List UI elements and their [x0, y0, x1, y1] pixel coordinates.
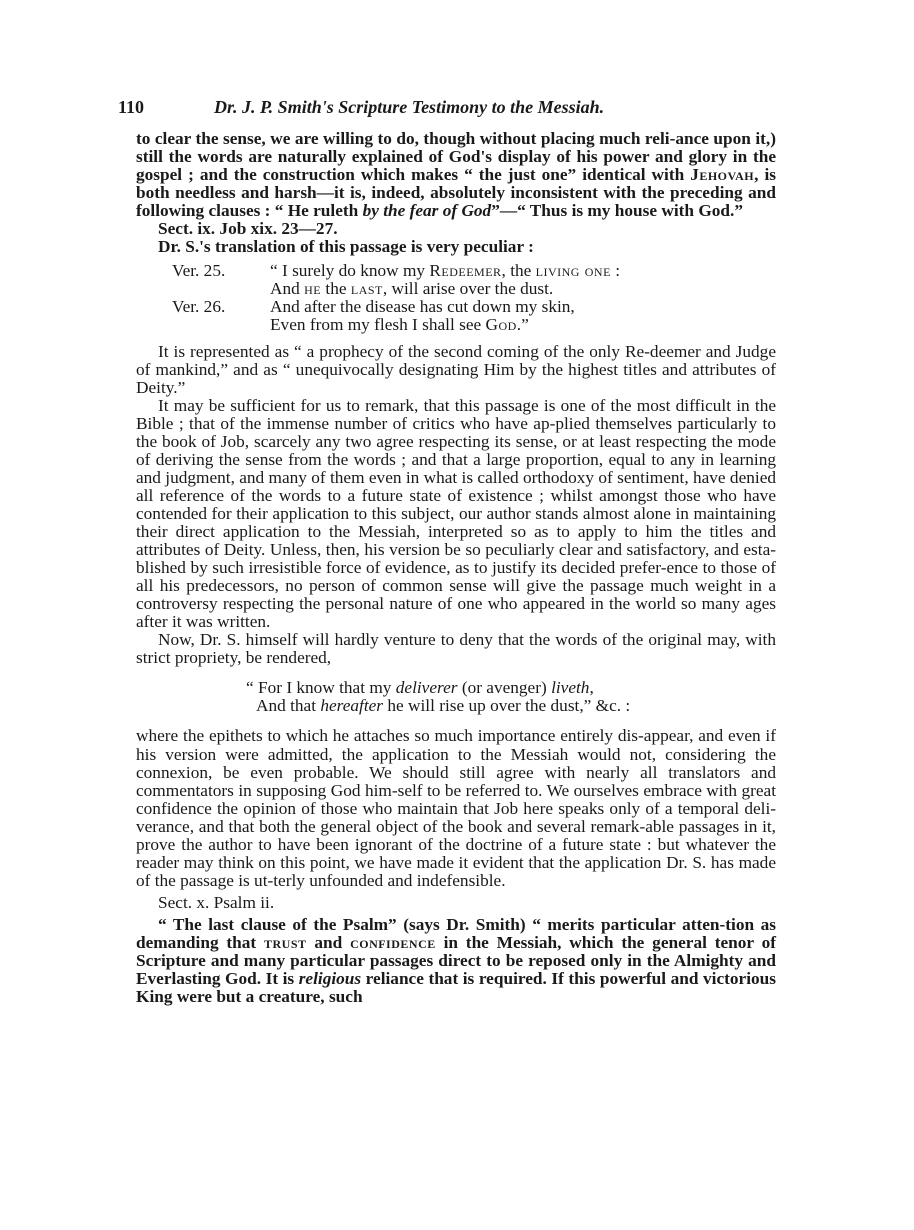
verse-line: [172, 280, 776, 298]
paragraph-represented: It is represented as “ a prophecy of the second coming of the only Re-deemer and Judge of mankind,” and as “ unequivocally designating Him by the highest titles and attributes of Deity.”: [136, 341, 776, 397]
body-text: [136, 130, 776, 1006]
paragraph-now: Now, Dr. S. himself will hardly venture to deny that the words of the original may, with strict propriety, be rendered,: [136, 630, 776, 668]
verse-line: [172, 262, 776, 280]
page-number: 110: [118, 97, 145, 117]
text-run: ”—“ Thus is my house with God.”: [491, 201, 743, 221]
confidence-smallcaps: confidence: [350, 932, 436, 952]
quote-line: “ For I know that my deliverer (or avenger) liveth,: [246, 678, 594, 698]
running-title: Dr. J. P. Smith's Scripture Testimony to the Messiah.: [214, 97, 605, 117]
paragraph-continued: [136, 130, 776, 220]
verse-text: And after the disease has cut down my skin,: [270, 297, 575, 317]
verse-line: [172, 298, 776, 316]
paragraph-psalm: “ The last clause of the Psalm” (says Dr. Smith) “ merits particular atten-tion as demanding that trust and confidence in the Messiah, which the general tenor of Scripture and many particular passages direct to be reposed only in the Almighty and Everlasting God. It is religious reliance that is required. If this powerful and victorious King were but a creature, such: [136, 914, 776, 1007]
verse-label: Ver. 25.: [172, 261, 226, 281]
italic-word: religious: [298, 969, 362, 989]
text-run: , is both needless and harsh—it is, indeed, absolutely inconsistent with the preceding and following clauses : “ He ruleth: [136, 165, 776, 221]
paragraph-translation: Dr. S.'s translation of this passage is very peculiar :: [158, 237, 534, 257]
paragraph-where: where the epithets to which he attaches so much importance entirely dis-appear, and even if his version were admitted, the application to the Messiah would not, considering the connexion, be even probable. We should still agree with nearly all translators and commentators in supposing God him-self to be referred to. We ourselves embrace with great confidence the opinion of those who maintain that Job here speaks only of a temporal deli-verance, and that both the general object of the book and several remark-able passages in it, prove the author to have been ignorant of the doctrine of a future state : but whatever the reader may think on this point, we have made it evident that the application Dr. S. has made of the passage is ut-terly unfounded and indefensible.: [136, 726, 776, 890]
paragraph-sufficient: It may be sufficient for us to remark, that this passage is one of the most difficult in the Bible ; that of the immense number of critics who have ap-plied themselves particularly to the book of Job, scarcely any two agree respecting its sense, or at least respecting the mode of deriving the sense from the words ; and that a large proportion, equal to any in learning and judgment, and many of them even in what is called orthodoxy of sentiment, have denied all reference of the words to a future state of existence ; whilst amongst those who have contended for their application to this subject, our author stands almost alone in maintaining their direct application to the Messiah, interpreted so as to apply to him the titles and attributes of Deity. Unless, then, his version be so peculiarly clear and satisfactory, and esta-blished by such irresistible force of evidence, as to justify its decided prefer-ence to those of all his predecessors, no person of common sense will give the passage much weight in a controversy respecting the personal nature of one who appeared in the world so many ages after it was written.: [136, 395, 776, 632]
italic-phrase: by the fear of God: [362, 201, 492, 221]
trust-smallcaps: trust: [264, 932, 307, 952]
verse-text: “ I surely do know my Redeemer, the living one :: [270, 261, 621, 281]
quote-line: And that hereafter he will rise up over the dust,” &c. :: [256, 696, 631, 716]
quotation-block: [246, 679, 776, 715]
verse-line: [172, 316, 776, 334]
verse-label: Ver. 26.: [172, 297, 226, 317]
verse-text: Even from my flesh I shall see God.”: [270, 315, 529, 335]
running-header: [118, 96, 778, 118]
verse-block: [172, 262, 776, 334]
redeemer-smallcaps: Redeemer: [429, 261, 502, 281]
verse-text: And he the last, will arise over the dust.: [270, 279, 554, 299]
section-heading-ix: Sect. ix. Job xix. 23—27.: [158, 219, 338, 239]
living-one-smallcaps: living one: [535, 261, 611, 281]
section-heading-x: Sect. x. Psalm ii.: [158, 892, 275, 912]
text-run: to clear the sense, we are willing to do, though without placing much reli-ance upon it,) still the words are naturally explained of God's display of his power and glory in the gospel ; and the construction which makes “ the just one” identical with: [136, 129, 776, 185]
jehovah-smallcaps: Jehovah: [690, 165, 755, 185]
